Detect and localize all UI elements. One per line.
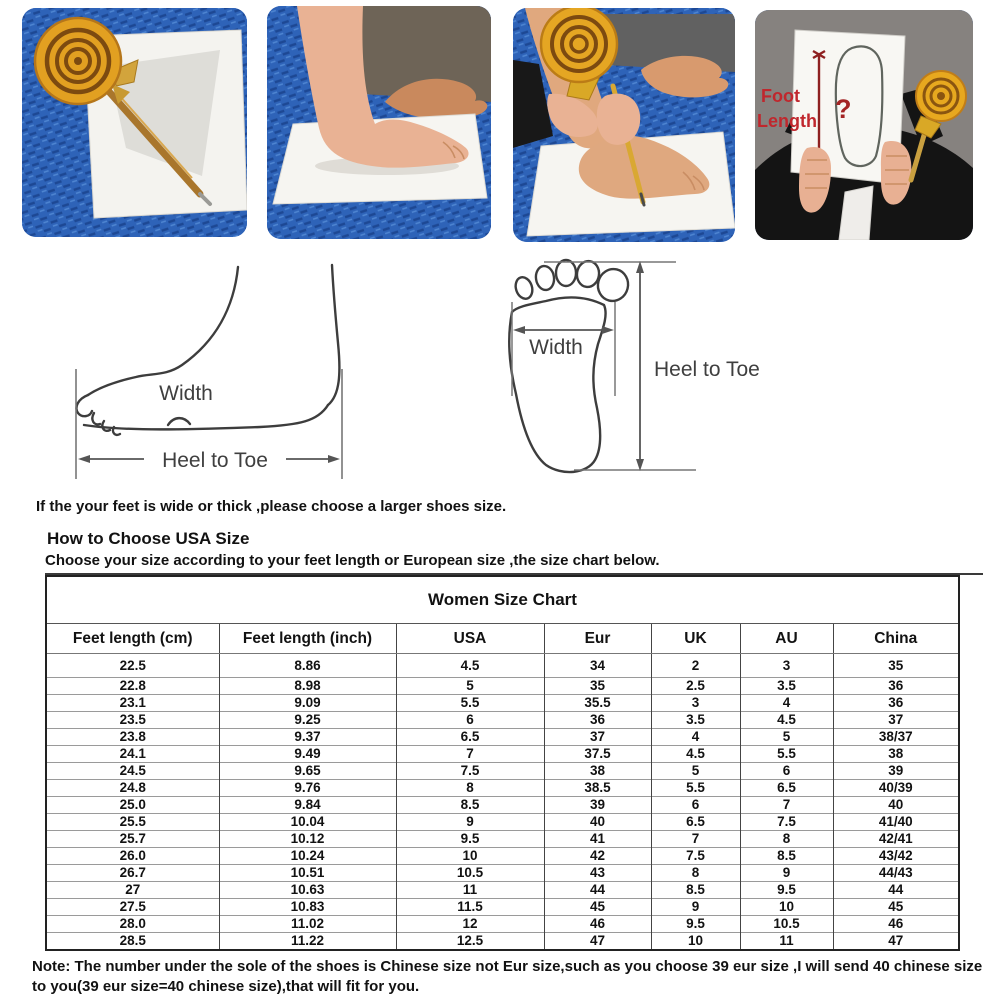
table-cell: 5 (740, 729, 833, 746)
col-header-feet-cm: Feet length (cm) (46, 624, 219, 654)
table-cell: 39 (544, 797, 651, 814)
table-row (46, 899, 959, 916)
table-cell: 40 (833, 797, 959, 814)
heel-to-toe-arrow (636, 261, 644, 471)
table-cell: 9.84 (219, 797, 396, 814)
table-cell: 47 (544, 933, 651, 951)
table-cell: 3 (651, 695, 740, 712)
diagram-foot-sole-view (500, 248, 790, 483)
table-cell: 9.49 (219, 746, 396, 763)
table-cell: 10.24 (219, 848, 396, 865)
table-cell: 8.5 (396, 797, 544, 814)
how-to-choose-heading: How to Choose USA Size (47, 529, 250, 548)
table-cell: 7 (651, 831, 740, 848)
photo-step-pen-and-paper-image (22, 8, 247, 237)
choose-size-instruction: Choose your size according to your feet length or European size ,the size chart below. (45, 552, 983, 575)
table-cell: 41/40 (833, 814, 959, 831)
table-row (46, 916, 959, 933)
table-cell: 12 (396, 916, 544, 933)
table-cell: 4 (651, 729, 740, 746)
table-cell: 10.5 (740, 916, 833, 933)
table-cell: 24.8 (46, 780, 219, 797)
col-header-eur: Eur (544, 624, 651, 654)
table-cell: 38/37 (833, 729, 959, 746)
table-cell: 42/41 (833, 831, 959, 848)
table-cell: 9 (651, 899, 740, 916)
table-cell: 4 (740, 695, 833, 712)
table-cell: 11 (740, 933, 833, 951)
photo-step-stand-on-paper (267, 6, 491, 239)
table-cell: 23.5 (46, 712, 219, 729)
table-cell: 35 (833, 654, 959, 678)
table-cell: 7 (396, 746, 544, 763)
foot-side-sketch (76, 265, 339, 435)
table-cell: 37 (544, 729, 651, 746)
size-chart-body (46, 654, 959, 951)
table-cell: 27.5 (46, 899, 219, 916)
table-cell: 24.1 (46, 746, 219, 763)
table-cell: 6.5 (396, 729, 544, 746)
table-cell: 46 (544, 916, 651, 933)
table-cell: 8.98 (219, 678, 396, 695)
table-cell: 38.5 (544, 780, 651, 797)
table-cell: 24.5 (46, 763, 219, 780)
table-cell: 22.8 (46, 678, 219, 695)
photo-step-show-outline (755, 10, 973, 240)
table-cell: 3 (740, 654, 833, 678)
table-cell: 6 (651, 797, 740, 814)
chinese-size-note: Note: The number under the sole of the shoes is Chinese size not Eur size,such as you choose 39 eur size ,I will send 40 chinese size to you(39 eur size=40 chinese size),that will fit for you. (32, 958, 983, 995)
table-cell: 35.5 (544, 695, 651, 712)
table-cell: 9.5 (740, 882, 833, 899)
table-cell: 37 (833, 712, 959, 729)
table-cell: 28.5 (46, 933, 219, 951)
table-cell: 39 (833, 763, 959, 780)
table-cell: 7 (740, 797, 833, 814)
table-row (46, 797, 959, 814)
table-cell: 10.63 (219, 882, 396, 899)
table-row (46, 729, 959, 746)
table-cell: 10.04 (219, 814, 396, 831)
photo-step-trace-foot-image (513, 8, 735, 242)
col-header-uk: UK (651, 624, 740, 654)
table-cell: 4.5 (396, 654, 544, 678)
table-cell: 23.1 (46, 695, 219, 712)
table-row (46, 678, 959, 695)
table-cell: 9.5 (651, 916, 740, 933)
sole-width-label: Width (529, 336, 583, 359)
foot-length-label-line1: Foot (761, 86, 800, 106)
table-cell: 34 (544, 654, 651, 678)
table-row (46, 712, 959, 729)
table-cell: 8 (396, 780, 544, 797)
table-cell: 6.5 (651, 814, 740, 831)
table-cell: 9.76 (219, 780, 396, 797)
table-cell: 35 (544, 678, 651, 695)
table-cell: 3.5 (740, 678, 833, 695)
foot-sole-sketch (509, 260, 631, 472)
col-header-feet-inch: Feet length (inch) (219, 624, 396, 654)
table-cell: 44 (544, 882, 651, 899)
side-heel-to-toe-label: Heel to Toe (162, 449, 268, 472)
col-header-au: AU (740, 624, 833, 654)
table-cell: 37.5 (544, 746, 651, 763)
table-row (46, 882, 959, 899)
table-cell: 26.7 (46, 865, 219, 882)
table-cell: 23.8 (46, 729, 219, 746)
table-row (46, 933, 959, 951)
table-cell: 36 (544, 712, 651, 729)
table-cell: 9.25 (219, 712, 396, 729)
table-cell: 22.5 (119, 657, 146, 673)
table-row (46, 695, 959, 712)
table-title-row (46, 576, 959, 624)
table-cell: 44 (833, 882, 959, 899)
table-cell: 42 (544, 848, 651, 865)
table-cell: 8.5 (740, 848, 833, 865)
table-row (46, 865, 959, 882)
table-cell: 25.7 (46, 831, 219, 848)
table-cell: 2 (651, 654, 740, 678)
table-cell: 4.5 (740, 712, 833, 729)
table-cell: 10 (740, 899, 833, 916)
table-cell: 9.09 (219, 695, 396, 712)
foot-length-label-line2: Length (757, 111, 817, 131)
table-cell: 11 (396, 882, 544, 899)
table-cell: 2.5 (651, 678, 740, 695)
table-cell: 9.37 (219, 729, 396, 746)
table-cell: 10.51 (219, 865, 396, 882)
table-cell: 7.5 (396, 763, 544, 780)
table-cell: 6 (396, 712, 544, 729)
table-cell: 4.5 (651, 746, 740, 763)
table-cell: 45 (833, 899, 959, 916)
photo-step-pen-and-paper (22, 8, 247, 237)
photo-step-trace-foot (513, 8, 735, 242)
table-cell: 43/42 (833, 848, 959, 865)
question-mark-label: ? (835, 94, 852, 124)
table-row (46, 814, 959, 831)
table-cell: 25.5 (46, 814, 219, 831)
table-row (46, 848, 959, 865)
table-cell: 7.5 (740, 814, 833, 831)
table-cell: 45 (544, 899, 651, 916)
col-header-china: China (833, 624, 959, 654)
table-cell: 40 (544, 814, 651, 831)
women-size-chart-table (45, 575, 960, 951)
table-cell: 25.0 (46, 797, 219, 814)
table-cell: 8 (740, 831, 833, 848)
table-cell: 10.83 (219, 899, 396, 916)
table-row (46, 780, 959, 797)
photo-step-stand-on-paper-image (267, 6, 491, 239)
table-cell: 11.22 (219, 933, 396, 951)
table-cell: 6 (740, 763, 833, 780)
table-cell: 7.5 (651, 848, 740, 865)
table-cell: 11.5 (396, 899, 544, 916)
table-cell: 3.5 (651, 712, 740, 729)
table-cell: 38 (833, 746, 959, 763)
wide-feet-tip: If the your feet is wide or thick ,please choose a larger shoes size. (36, 498, 507, 515)
side-width-label: Width (159, 382, 213, 405)
table-row (46, 746, 959, 763)
table-cell: 27 (46, 882, 219, 899)
table-cell: 8 (651, 865, 740, 882)
table-cell: 10.5 (396, 865, 544, 882)
table-cell: 9 (740, 865, 833, 882)
photo-step-show-outline-image (755, 10, 973, 240)
table-row (46, 763, 959, 780)
table-cell: 11.02 (219, 916, 396, 933)
table-cell: 38 (544, 763, 651, 780)
table-cell: 5 (651, 763, 740, 780)
table-cell: 8.5 (651, 882, 740, 899)
sole-heel-to-toe-label: Heel to Toe (654, 358, 760, 381)
table-cell: 40/39 (833, 780, 959, 797)
table-cell: 36 (833, 678, 959, 695)
table-cell: 43 (544, 865, 651, 882)
table-cell: 10 (396, 848, 544, 865)
diagram-foot-side-view (60, 255, 360, 485)
table-cell: 44/43 (833, 865, 959, 882)
col-header-usa: USA (396, 624, 544, 654)
table-cell: 5.5 (651, 780, 740, 797)
table-cell: 10.12 (219, 831, 396, 848)
table-title: Women Size Chart (46, 576, 959, 624)
table-cell: 10 (651, 933, 740, 951)
table-cell: 5 (396, 678, 544, 695)
table-cell: 6.5 (740, 780, 833, 797)
table-cell: 9.65 (219, 763, 396, 780)
table-cell: 41 (544, 831, 651, 848)
table-cell: 5.5 (396, 695, 544, 712)
table-cell: 5.5 (740, 746, 833, 763)
table-cell: 9 (396, 814, 544, 831)
table-cell: 9.5 (396, 831, 544, 848)
table-header-row (46, 624, 959, 654)
table-cell: 8.86 (219, 654, 396, 678)
table-cell: 36 (833, 695, 959, 712)
table-cell: 26.0 (46, 848, 219, 865)
table-row (46, 831, 959, 848)
table-cell: 47 (833, 933, 959, 951)
table-row (46, 654, 959, 678)
table-cell: 46 (833, 916, 959, 933)
table-cell: 28.0 (46, 916, 219, 933)
table-cell: 12.5 (396, 933, 544, 951)
